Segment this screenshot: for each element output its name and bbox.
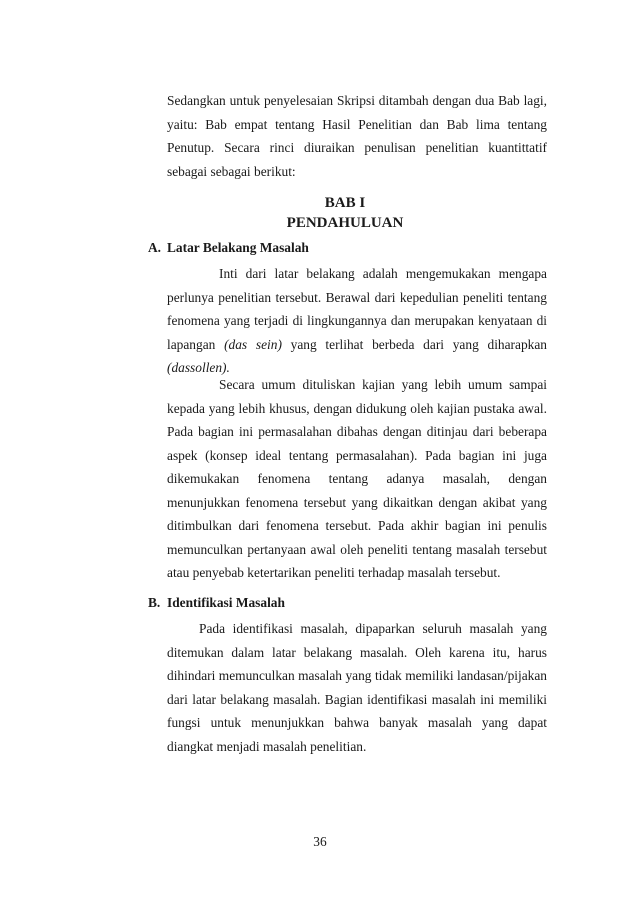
section-a-paragraph-1: [167, 262, 547, 380]
section-a-heading: [148, 238, 309, 258]
section-a-p1-term-dassollen: (dassollen).: [167, 360, 230, 375]
section-b-paragraph-1: Pada identifikasi masalah, dipaparkan seluruh masalah yang ditemukan dalam latar belakang masalah. Oleh karena itu, harus dihindari memunculkan masalah yang tidak memiliki landasan/pijakan dari latar belakang masalah. Bagian identifikasi masalah ini memiliki fungsi untuk menunjukkan bahwa banyak masalah yang dapat diangkat menjadi masalah penelitian.: [167, 621, 547, 754]
section-b-heading: [148, 593, 285, 613]
section-b-title: Identifikasi Masalah: [167, 595, 285, 610]
chapter-number: BAB I: [324, 195, 366, 211]
section-a-p1-text-middle: yang terlihat berbeda dari yang diharapkan: [281, 336, 547, 352]
section-a-title: Latar Belakang Masalah: [167, 240, 309, 255]
page-number: 36: [313, 834, 327, 849]
intro-paragraph: Sedangkan untuk penyelesaian Skripsi ditambah dengan dua Bab lagi, yaitu: Bab empat tentang Hasil Penelitian dan Bab lima tentang Penutup. Secara rinci diuraikan penulisan penelitian kuantittatif sebagai sebagai berikut:: [167, 93, 547, 179]
section-a-letter: A.: [148, 240, 162, 255]
section-b-letter: B.: [148, 595, 161, 610]
section-a-p1-text: Inti dari latar belakang adalah mengemukakan mengapa perlunya penelitian tersebut. Berawal dari kepedulian peneliti tentang fenomena yang terjadi di lingkungannya dan merupakan kenyataan di lapangan: [167, 266, 547, 352]
chapter-title: PENDAHULUAN: [286, 215, 404, 231]
section-a-paragraph-2: Secara umum dituliskan kajian yang lebih umum sampai kepada yang lebih khusus, dengan didukung oleh kajian pustaka awal. Pada bagian ini permasalahan dibahas dengan ditinjau dari beberapa aspek (konsep ideal tentang permasalahan). Pada bagian ini juga dikemukakan fenomena tentang adanya masalah, dengan menunjukkan fenomena tersebut yang dikaitkan dengan akibat yang ditimbulkan dari fenomena tersebut. Pada akhir bagian ini penulis memunculkan pertanyaan awal oleh peneliti tentang masalah tersebut atau penyebab ketertarikan peneliti terhadap masalah tersebut.: [167, 377, 547, 580]
section-a-p1-term-das-sein: (das sein): [224, 336, 282, 352]
